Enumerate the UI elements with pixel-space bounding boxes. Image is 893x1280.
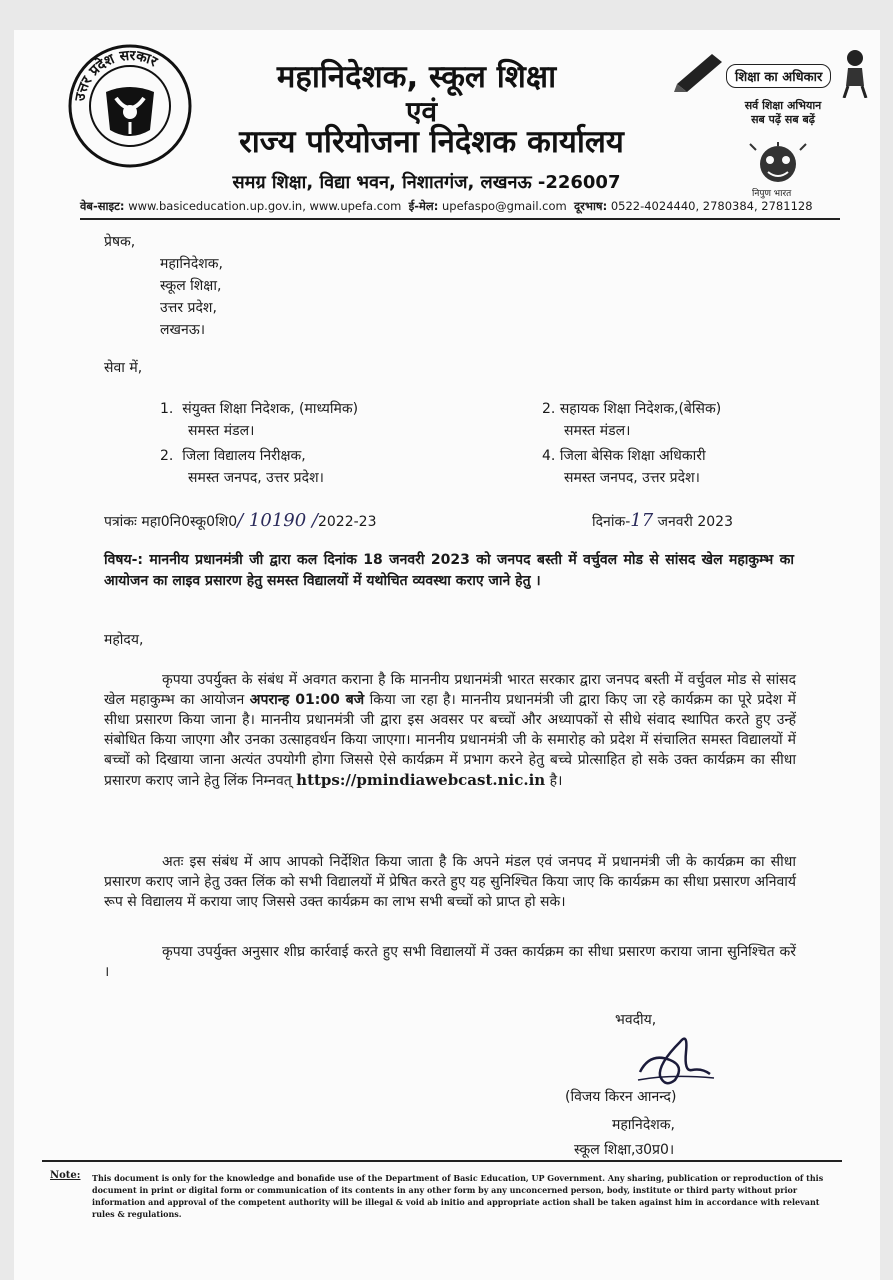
nipun-bharat-text: निपुण भारत — [752, 189, 792, 199]
phone-label: दूरभाष: — [574, 199, 608, 213]
emblem-text: उत्तर प्रदेश सरकार — [72, 47, 160, 103]
body-paragraph-3: कृपया उपर्युक्त अनुसार शीघ्र कार्रवाई करते हुए सभी विद्यालयों में उक्त कार्यक्रम का सीधा प्रसारण कराया जाना सुनिश्चित करें । — [104, 944, 796, 980]
sender-line: उत्तर प्रदेश, — [160, 300, 217, 316]
salutation: महोदय, — [104, 632, 144, 648]
rte-logo-text: शिक्षा का अधिकार — [726, 64, 831, 88]
ssa-logo-line1: सर्व शिक्षा अभियान — [744, 99, 822, 112]
email-link[interactable]: upefaspo@gmail.com — [441, 199, 567, 213]
ssa-logo-line2: सब पढ़ें सब बढ़ें — [751, 113, 815, 126]
subject-line: विषय-: माननीय प्रधानमंत्री जी द्वारा कल दिनांक 18 जनवरी 2023 को जनपद बस्ती में वर्चुवल मोड से सांसद खेल महाकुम्भ का आयोजन का लाइव प्रसारण हेतु समस्त विद्यालयों में यथोचित व्यवस्था कराए जाने हेतु । — [104, 552, 794, 589]
email-label: ई-मेल: — [408, 199, 439, 213]
recipient-item: 2. सहायक शिक्षा निदेशक,(बेसिक) समस्त मंडल। — [542, 401, 722, 439]
time-highlight: अपरान्ह 01:00 बजे — [249, 692, 365, 708]
sender-line: स्कूल शिक्षा, — [160, 278, 222, 294]
header-title-line3: राज्य परियोजना निदेशक कार्यालय — [239, 124, 624, 160]
footer-divider — [42, 1160, 842, 1162]
sender-label: प्रेषक, — [104, 234, 136, 250]
sender-block — [160, 253, 223, 341]
note-label: Note: — [50, 1170, 81, 1181]
handwritten-signature — [630, 1022, 720, 1090]
signatory-department: स्कूल शिक्षा,उ0प्र0। — [574, 1142, 675, 1158]
header-address: समग्र शिक्षा, विद्या भवन, निशातगंज, लखनऊ -226007 — [232, 172, 621, 193]
body-paragraph-1: कृपया उपर्युक्त के संबंध में अवगत कराना है कि माननीय प्रधानमंत्री भारत सरकार द्वारा जनपद बस्ती में वर्चुवल मोड से सांसद खेल महाकुम्भ का आयोजन अपरान्ह 01:00 बजे किया जा रहा है। माननीय प्रधानमंत्री जी द्वारा किए जा रहे कार्यक्रम का पूरे प्रदेश में सीधा प्रसारण किया जाना है। माननीय प्रधानमंत्री जी द्वारा इस अवसर पर बच्चों और अध्यापकों से सीधे संवाद स्थापित करते हुए उन्हें संबोधित किया जाएगा और उनका उत्साहवर्धन किया जाएगा। माननीय प्रधानमंत्री जी के समारोह को प्रदेश में संचालित समस्त विद्यालयों में बच्चों को दिखाया जाना अत्यंत उपयोगी होगा जिससे ऐसे कार्यक्रम में प्रभाग करने हेतु बच्चे प्रोत्साहित हो सके उक्त कार्यक्रम का सीधा प्रसारण कराए जाने हेतु लिंक निम्नवत् https://pmindiawebcast.nic.in है। — [104, 672, 796, 789]
nipun-bharat-logo-icon — [748, 140, 808, 186]
header-divider — [80, 218, 840, 220]
sender-line: लखनऊ। — [160, 322, 206, 338]
header-title-line1: महानिदेशक, स्कूल शिक्षा — [276, 59, 557, 95]
contact-line — [80, 199, 813, 214]
pencil-logo-icon — [672, 44, 732, 94]
website-link[interactable]: www.basiceducation.up.gov.in, www.upefa.com — [128, 199, 402, 213]
phone-numbers: 0522-4024440, 2780384, 2781128 — [610, 199, 813, 213]
reference-number: पत्रांकः महा0नि0स्कू0शि0/ 10190 /2022-23 — [104, 510, 377, 531]
recipient-item: 4. जिला बेसिक शिक्षा अधिकारी समस्त जनपद, उत्तर प्रदेश। — [542, 448, 706, 486]
recipients-label: सेवा में, — [104, 360, 143, 376]
handwritten-date: 17 — [630, 510, 654, 531]
body-paragraph-2: अतः इस संबंध में आप आपको निर्देशित किया जाता है कि अपने मंडल एवं जनपद में प्रधानमंत्री जी के कार्यक्रम का सीधा प्रसारण कराए जाने हेतु उक्त लिंक को सभी विद्यालयों में प्रेषित करते हुए यह सुनिश्चित किया जाए कि कार्यक्रम का सीधा प्रसारण अनिवार्य रूप से विद्यालय में कराया जाए जिससे उक्त कार्यक्रम का लाभ सभी बच्चों को प्राप्त हो सके। — [104, 854, 796, 910]
child-figure-icon — [838, 48, 872, 98]
sender-line: महानिदेशक, — [160, 256, 223, 272]
letter-date: दिनांक-17 जनवरी 2023 — [592, 510, 733, 531]
note-text: This document is only for the knowledge and bonafide use of the Department of Basic Education, UP Government. Any sharing, publication or reproduction of this document in print or digital form or communication of its contents in any other form by any unconcerned person, body, institute or third party without prior information and approval of the competent authority will be illegal & void ab initio and appropriate action shall be taken against him in accordance with relevant rules & regulations. — [92, 1173, 824, 1219]
handwritten-letter-number: / 10190 / — [237, 510, 318, 531]
recipient-item: 2. जिला विद्यालय निरीक्षक, समस्त जनपद, उत्तर प्रदेश। — [160, 448, 324, 486]
webcast-link[interactable]: https://pmindiawebcast.nic.in — [296, 771, 546, 789]
signatory-name: (विजय किरन आनन्द) — [565, 1089, 677, 1105]
signatory-designation: महानिदेशक, — [612, 1117, 675, 1133]
recipient-item: 1. संयुक्त शिक्षा निदेशक, (माध्यमिक) समस्त मंडल। — [160, 401, 359, 439]
web-label: वेब-साइट: — [80, 199, 125, 213]
header-title-line2: एवं — [405, 95, 438, 128]
closing-text: भवदीय, — [615, 1012, 657, 1028]
